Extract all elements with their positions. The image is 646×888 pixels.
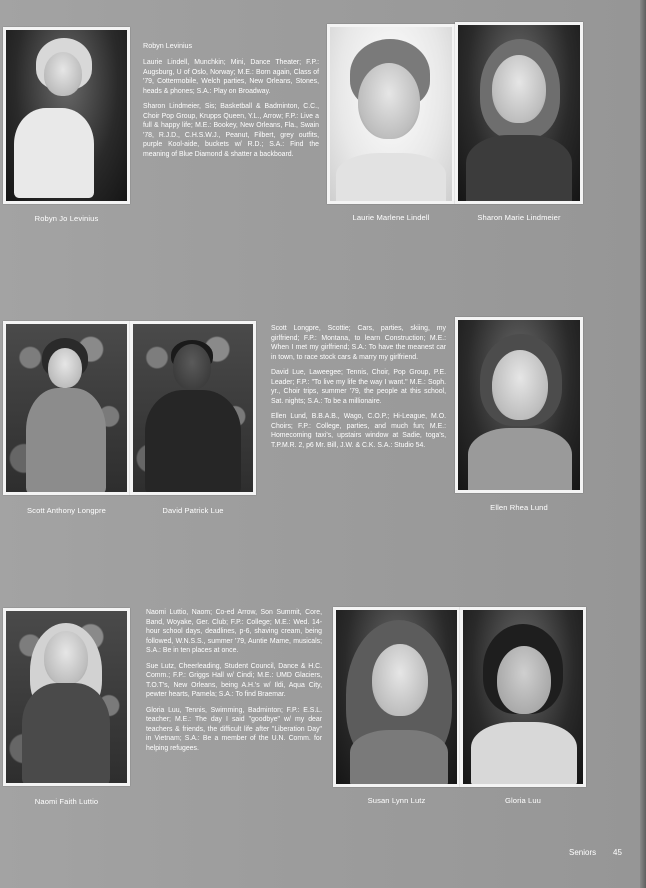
photo-scott-longpre <box>3 321 130 495</box>
photo-laurie-lindell <box>327 24 455 204</box>
header-name-robyn: Robyn Levinius <box>143 41 193 50</box>
caption-david-lue: David Patrick Lue <box>162 506 224 515</box>
caption-naomi-luttio: Naomi Faith Luttio <box>34 797 99 806</box>
photo-david-lue <box>130 321 256 495</box>
bio-text-bottom <box>146 608 322 759</box>
caption-robyn-levinius: Robyn Jo Levinius <box>34 214 99 223</box>
photo-ellen-lund <box>455 317 583 493</box>
caption-sharon-lindmeier: Sharon Marie Lindmeier <box>477 213 561 222</box>
bio-gloria-luu: Gloria Luu, Tennis, Swimming, Badminton; F.P.: E.S.L. teacher; M.E.: The day I said "goodbye" w/ my dear teachers & friends, the difficult life after "Liberation Day" in Vietnam; S.A.: Be a member of the U.N. Comm. for helping refugees. <box>146 706 322 752</box>
caption-ellen-lund: Ellen Rhea Lund <box>490 503 548 512</box>
bio-laurie-lindell: Laurie Lindell, Munchkin; Mini, Dance Theater; F.P.: Augsburg, U of Oslo, Norway; M.E.: Born again, Class of '79, Cottermobile, Welch parties, New Orleans, Stones, heads & phones; S.A.: Play on Broadway. <box>143 59 319 95</box>
caption-scott-longpre: Scott Anthony Longpre <box>27 506 106 515</box>
caption-susan-lutz: Susan Lynn Lutz <box>367 796 426 805</box>
bio-david-lue: David Lue, Laweegee; Tennis, Choir, Pop Group, P.E. Leader; F.P.: "To live my life the way I want." M.E.: Soph. yr., Choir trips, summer '79, the people at this school, Sat. nights; S.A.: To be a millionaire. <box>271 369 446 405</box>
caption-laurie-lindell: Laurie Marlene Lindell <box>352 213 430 222</box>
bio-ellen-lund: Ellen Lund, B.B.A.B., Wago, C.O.P.; Hi-League, M.O. Choirs; F.P.: College, parties, and much fun; M.E.: Homecoming taxi's, upstairs window at Sadie, toga's, T.P.M.R. 2, p6 Mr. Bill, J.W. & C.K. S.A.: Studio 54. <box>271 413 446 449</box>
photo-gloria-luu <box>460 607 586 787</box>
caption-gloria-luu: Gloria Luu <box>504 796 542 805</box>
bio-text-top <box>143 58 319 165</box>
page-edge-shadow <box>640 0 646 888</box>
page-number: 45 <box>613 848 622 857</box>
bio-text-middle <box>271 324 446 456</box>
bio-sue-lutz: Sue Lutz, Cheerleading, Student Council, Dance & H.C. Comm.; F.P.: Griggs Hall w/ Cindi; M.E.: UMD Glaciers, T.O.T's, New Orleans, being A.H.'s w/ Ildi, Aqua City, pewter hearts, Pamela; S.A.: To find Braemar. <box>146 662 322 698</box>
footer-section-label: Seniors <box>569 848 597 857</box>
photo-robyn-levinius <box>3 27 130 204</box>
bio-sharon-lindmeier: Sharon Lindmeier, Sis; Basketball & Badminton, C.C., Choir Pop Group, Krupps Queen, Y.L., Arrow; F.P.: Live a full & happy life; M.E.: Bookey, New Orleans, Fla., Swain '78, R.J.D., C.H.S.W.J., Peanut, Filbert, grey outfits, purple Kool-aide, buckets w/ R.D.; S.A.: Find the meaning of Blue Diamond & shatter a backboard. <box>143 103 319 158</box>
photo-susan-lutz <box>333 607 460 787</box>
photo-sharon-lindmeier <box>455 22 583 204</box>
bio-scott-longpre: Scott Longpre, Scottie; Cars, parties, skiing, my girlfriend; F.P.: Montana, to learn Construction; M.E.: When I met my girlfriend; S.A.: To have the meanest car in town, to race stock cars & marry my girlfriend. <box>271 325 446 361</box>
bio-naomi-luttio: Naomi Luttio, Naom; Co-ed Arrow, Son Summit, Core, Band, Woyake, Ger. Club; F.P.: College; M.E.: Wed. 14-hour school days, deadlines, p-6, shaving cream, being followed, W.N.S.S., summer '79, Auntie Mame, musicals; S.A.: Be in ten places at once. <box>146 609 322 654</box>
photo-naomi-luttio <box>3 608 130 786</box>
